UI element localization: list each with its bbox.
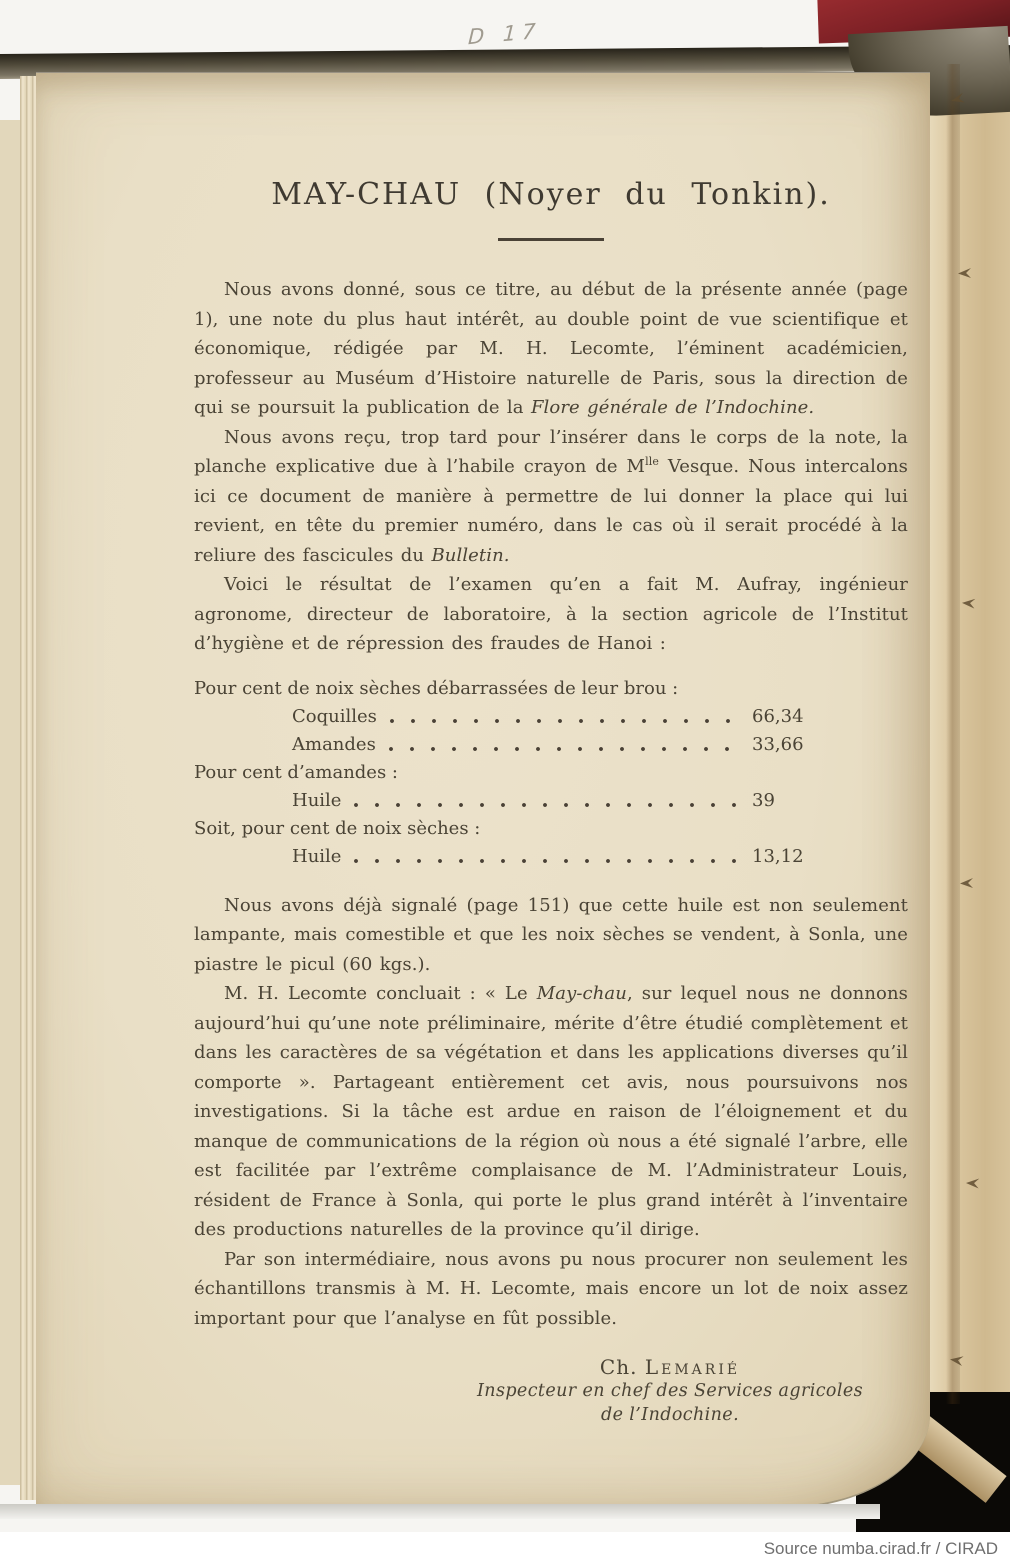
title-rule bbox=[498, 238, 604, 241]
analysis-heading: Soit, pour cent de noix sèches : bbox=[194, 817, 481, 839]
analysis-heading: Pour cent d’amandes : bbox=[194, 761, 398, 783]
gutter-fold-crease bbox=[946, 64, 960, 1404]
source-attribution-bar bbox=[0, 1532, 1010, 1566]
dot-leader bbox=[389, 703, 738, 731]
adjacent-page-gutter bbox=[926, 58, 1010, 1403]
analysis-row bbox=[194, 843, 844, 871]
text-segment: Nous avons donné, sous ce titre, au début de la présente année (page 1), une note du plus haut intérêt, au double point de vue scientifique et économique, rédigée par M. H. Lecomte, l’éminent académicien, professeur au Muséum d’Histoire naturelle de Paris, sous la direction de qui se poursuit la publication de la bbox=[194, 279, 908, 418]
analysis-row-label: Amandes bbox=[292, 733, 376, 755]
left-page-stack-edges bbox=[20, 76, 37, 1500]
signature-role-line2: de l’Indochine. bbox=[600, 1405, 740, 1425]
paragraph bbox=[194, 570, 908, 659]
dot-leader bbox=[353, 843, 738, 871]
text-segment: , sur lequel nous ne donnons aujourd’hui qu’une note préliminaire, mérite d’être étudié complètement et dans les caractères de sa végétation et dans les applications diverses qu’il comporte ». Partageant entièrement cet avis, nous poursuivons nos investigations. Si la tâche est ardue en raison de l’éloignement et du manque de communications de la région où nous a été signalé l’arbre, elle est facilitée par l’extrême complaisance de M. l’Administrateur Louis, résident de France à Sonla, qui porte le plus grand intérêt à l’inventaire des productions naturelles de la province qu’il dirige. bbox=[194, 983, 909, 1240]
superscript-text: lle bbox=[645, 455, 659, 468]
signature-name-prefix: Ch. bbox=[599, 1355, 645, 1379]
analysis-row bbox=[194, 787, 844, 815]
text-column bbox=[194, 73, 908, 1427]
italic-text: May-chau bbox=[536, 983, 627, 1004]
book-page bbox=[36, 72, 930, 1509]
dot-leader bbox=[353, 787, 738, 815]
signature-block bbox=[450, 1355, 890, 1427]
analysis-row-value: 13,12 bbox=[752, 845, 804, 867]
analysis-row-value: 66,34 bbox=[752, 705, 804, 727]
analysis-row-value: 33,66 bbox=[752, 733, 804, 755]
analysis-row-value: 39 bbox=[752, 789, 775, 811]
analysis-row bbox=[194, 703, 844, 731]
text-segment: Nous avons reçu, trop tard pour l’insérer dans le corps de la note, la planche explicative due à l’habile crayon de M bbox=[194, 426, 908, 477]
paragraph bbox=[194, 275, 908, 423]
paragraph bbox=[194, 1245, 908, 1334]
text-segment: Nous avons déjà signalé (page 151) que cette huile est non seulement lampante, mais comestible et que les noix sèches se vendent, à Sonla, une piastre le picul (60 kgs.). bbox=[194, 894, 908, 975]
text-segment: Vesque. Nous intercalons ici ce document de manière à permettre de lui donner la place qui lui revient, en tête du premier numéro, dans le cas où il serait procédé à la reliure des fascicules du bbox=[194, 456, 908, 566]
page-bottom-shadow bbox=[0, 1504, 880, 1519]
analysis-heading: Pour cent de noix sèches débarrassées de leur brou : bbox=[194, 677, 679, 699]
text-segment: M. H. Lecomte concluait : « Le bbox=[224, 983, 537, 1004]
italic-text: Bulletin. bbox=[431, 544, 510, 566]
analysis-row-label: Coquilles bbox=[292, 705, 377, 727]
page-title: MAY-CHAU (Noyer du Tonkin). bbox=[271, 177, 831, 212]
text-segment: Par son intermédiaire, nous avons pu nous procurer non seulement les échantillons transmis à M. H. Lecomte, mais encore un lot de noix assez important pour que l’analyse en fût possible. bbox=[194, 1248, 908, 1329]
text-segment: Voici le résultat de l’examen qu’en a fait M. Aufray, ingénieur agronome, directeur de laboratoire, à la section agricole de l’Institut d’hygiène et de répression des fraudes de Hanoi : bbox=[194, 574, 908, 654]
paragraph bbox=[194, 423, 908, 571]
paragraph bbox=[194, 891, 908, 980]
signature-role-line1: Inspecteur en chef des Services agricoles bbox=[476, 1381, 864, 1401]
signature-name-surname: Lemarié bbox=[644, 1355, 741, 1379]
analysis-results-list bbox=[194, 675, 844, 871]
italic-text: Flore générale de l’Indochine. bbox=[530, 397, 815, 418]
handwritten-pencil-mark: D 17 bbox=[467, 18, 543, 50]
signature-name bbox=[450, 1355, 890, 1379]
analysis-row bbox=[194, 731, 844, 759]
dot-leader bbox=[388, 731, 738, 759]
source-attribution-text: Source numba.cirad.fr / CIRAD bbox=[763, 1539, 998, 1558]
analysis-row-label: Huile bbox=[292, 845, 342, 867]
analysis-row-label: Huile bbox=[292, 789, 342, 811]
paragraph bbox=[194, 979, 908, 1245]
